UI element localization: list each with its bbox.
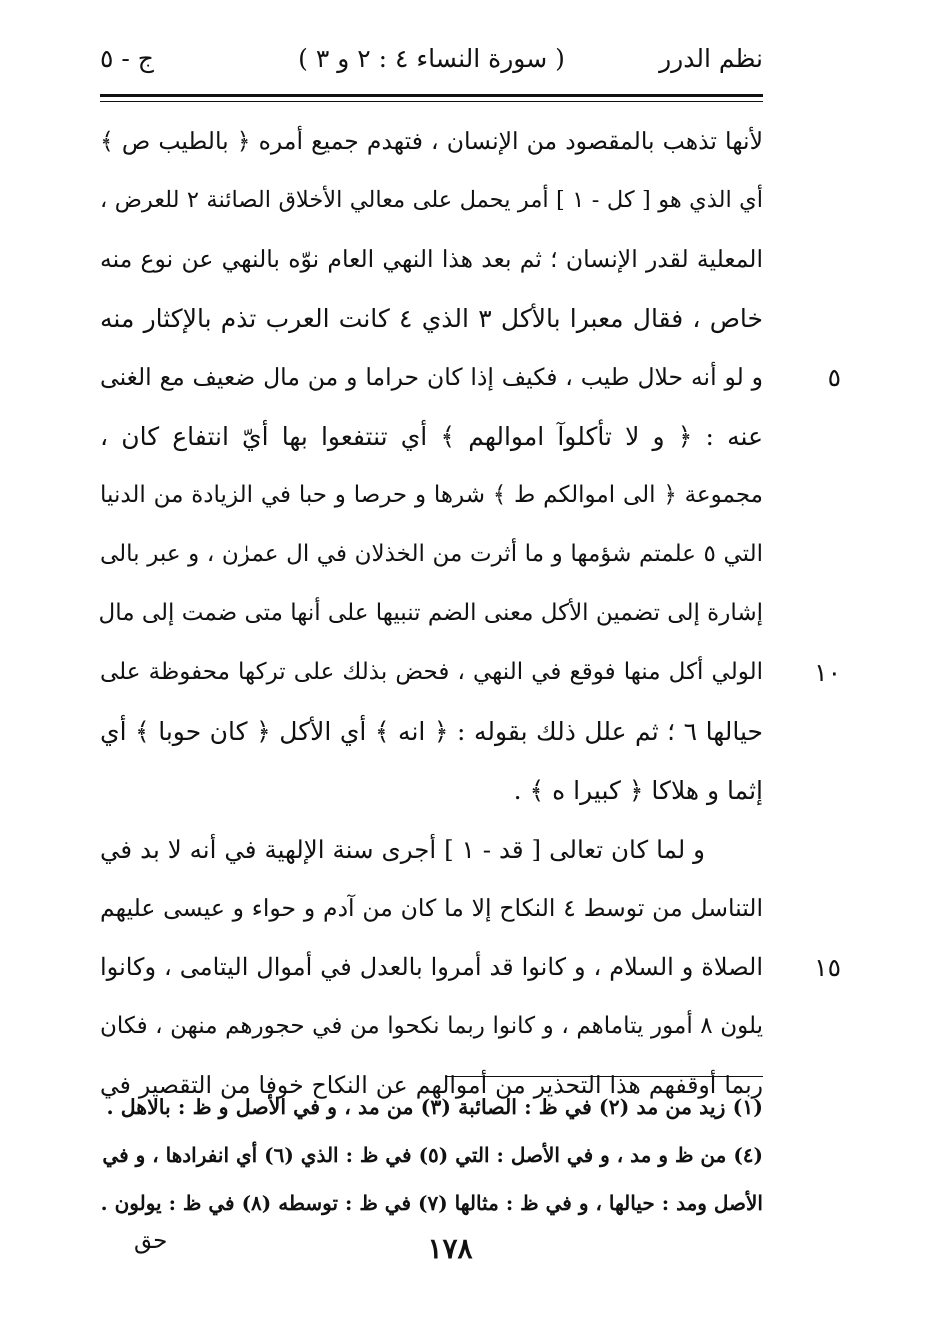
printer-signature-mark: حق: [134, 1228, 168, 1254]
volume-number: ج - ٥: [100, 44, 154, 73]
text-line-9: إشارة إلى تضمين الأكل معنى الضم تنبيها على أنها متى ضمت إلى مال: [98, 600, 763, 626]
text-line-5: [100, 348, 841, 407]
text-line-10-content: الولي أكل منها فوقع في النهي ، فحض بذلك على تركها محفوظة على: [100, 659, 763, 685]
text-line-11: حيالها ٦ ؛ ثم علل ذلك بقوله : ﴿ انه ﴾ أي الأكل ﴿ كان حوبا ﴾ أي: [100, 717, 763, 746]
line-number-15: ١٥: [814, 953, 841, 982]
text-line-5-content: و لو أنه حلال طيب ، فكيف إذا كان حراما و من مال ضعيف مع الغنى: [100, 363, 763, 391]
header-rule-thin: [100, 101, 763, 102]
header-rule-thick: [100, 94, 763, 97]
footnotes: [100, 1083, 763, 1227]
text-line-13: و لما كان تعالى [ قد - ١ ] أجرى سنة الإلهية في أنه لا بد في: [100, 835, 705, 864]
line-number-5: ٥: [827, 363, 841, 392]
running-header: [100, 44, 763, 86]
footnote-rule: [445, 1076, 763, 1077]
footnote-line-3: الأصل ومد : حيالها ، و في ظ : مثالها (٧) في ظ : توسطه (٨) في ظ : يولون .: [100, 1191, 763, 1215]
footnote-line-1: (١) زيد من مد (٢) في ظ : الصائبة (٣) من مد ، و في الأصل و ظ : بالاهل .: [106, 1095, 763, 1119]
footnote-line-2: (٤) من ظ و مد ، و في الأصل : التي (٥) في ظ : الذي (٦) أي انفرادها ، و في: [102, 1143, 763, 1167]
text-line-6: عنه : ﴿ و لا تأكلوآ اموالهم ﴾ أي تنتفعوا بها أيّ انتفاع كان ،: [100, 422, 763, 451]
main-text: [98, 112, 841, 1115]
line-number-10: ١٠: [814, 658, 841, 687]
text-line-8: التي ٥ علمتم شؤمها و ما أثرت من الخذلان في ال عمرٰن ، و عبر بالى: [100, 541, 763, 567]
text-line-2: أي الذي هو [ كل - ١ ] أمر يحمل على معالي الأخلاق الصائنة ٢ للعرض ،: [100, 187, 763, 213]
text-line-17: ربما أوقفهم هذا التحذير من أموالهم عن النكاح خوفا من التقصير في: [100, 1071, 763, 1099]
text-line-15: [100, 938, 841, 997]
text-line-3: المعلية لقدر الإنسان ؛ ثم بعد هذا النهي العام نوّه بالنهي عن نوع منه: [100, 245, 763, 273]
text-line-14: التناسل من توسط ٤ النكاح إلا ما كان من آدم و حواء و عيسى عليهم: [100, 894, 763, 922]
text-line-12: إثما و هلاكا ﴿ كبيرا ه ﴾ .: [513, 776, 763, 805]
text-line-10: [100, 643, 841, 702]
page-number: ١٧٨: [427, 1232, 473, 1265]
text-line-16: يلون ٨ أمور يتاماهم ، و كانوا ربما نكحوا من في حجورهم منهن ، فكان: [100, 1013, 763, 1039]
text-line-7: مجموعة ﴿ الى اموالكم ط ﴾ شرها و حرصا و حبا في الزيادة من الدنيا: [100, 482, 763, 508]
surah-reference: ( سورة النساء ٤ : ٢ و ٣ ): [298, 44, 565, 73]
text-line-4: خاص ، فقال معبرا بالأكل ٣ الذي ٤ كانت العرب تذم بالإكثار منه: [100, 304, 763, 333]
text-line-15-content: الصلاة و السلام ، و كانوا قد أمروا بالعدل في أموال اليتامى ، وكانوا: [100, 953, 763, 981]
book-title: نظم الدرر: [659, 44, 763, 73]
text-line-1: لأنها تذهب بالمقصود من الإنسان ، فتهدم جميع أمره ﴿ بالطيب ص ﴾: [100, 127, 763, 155]
